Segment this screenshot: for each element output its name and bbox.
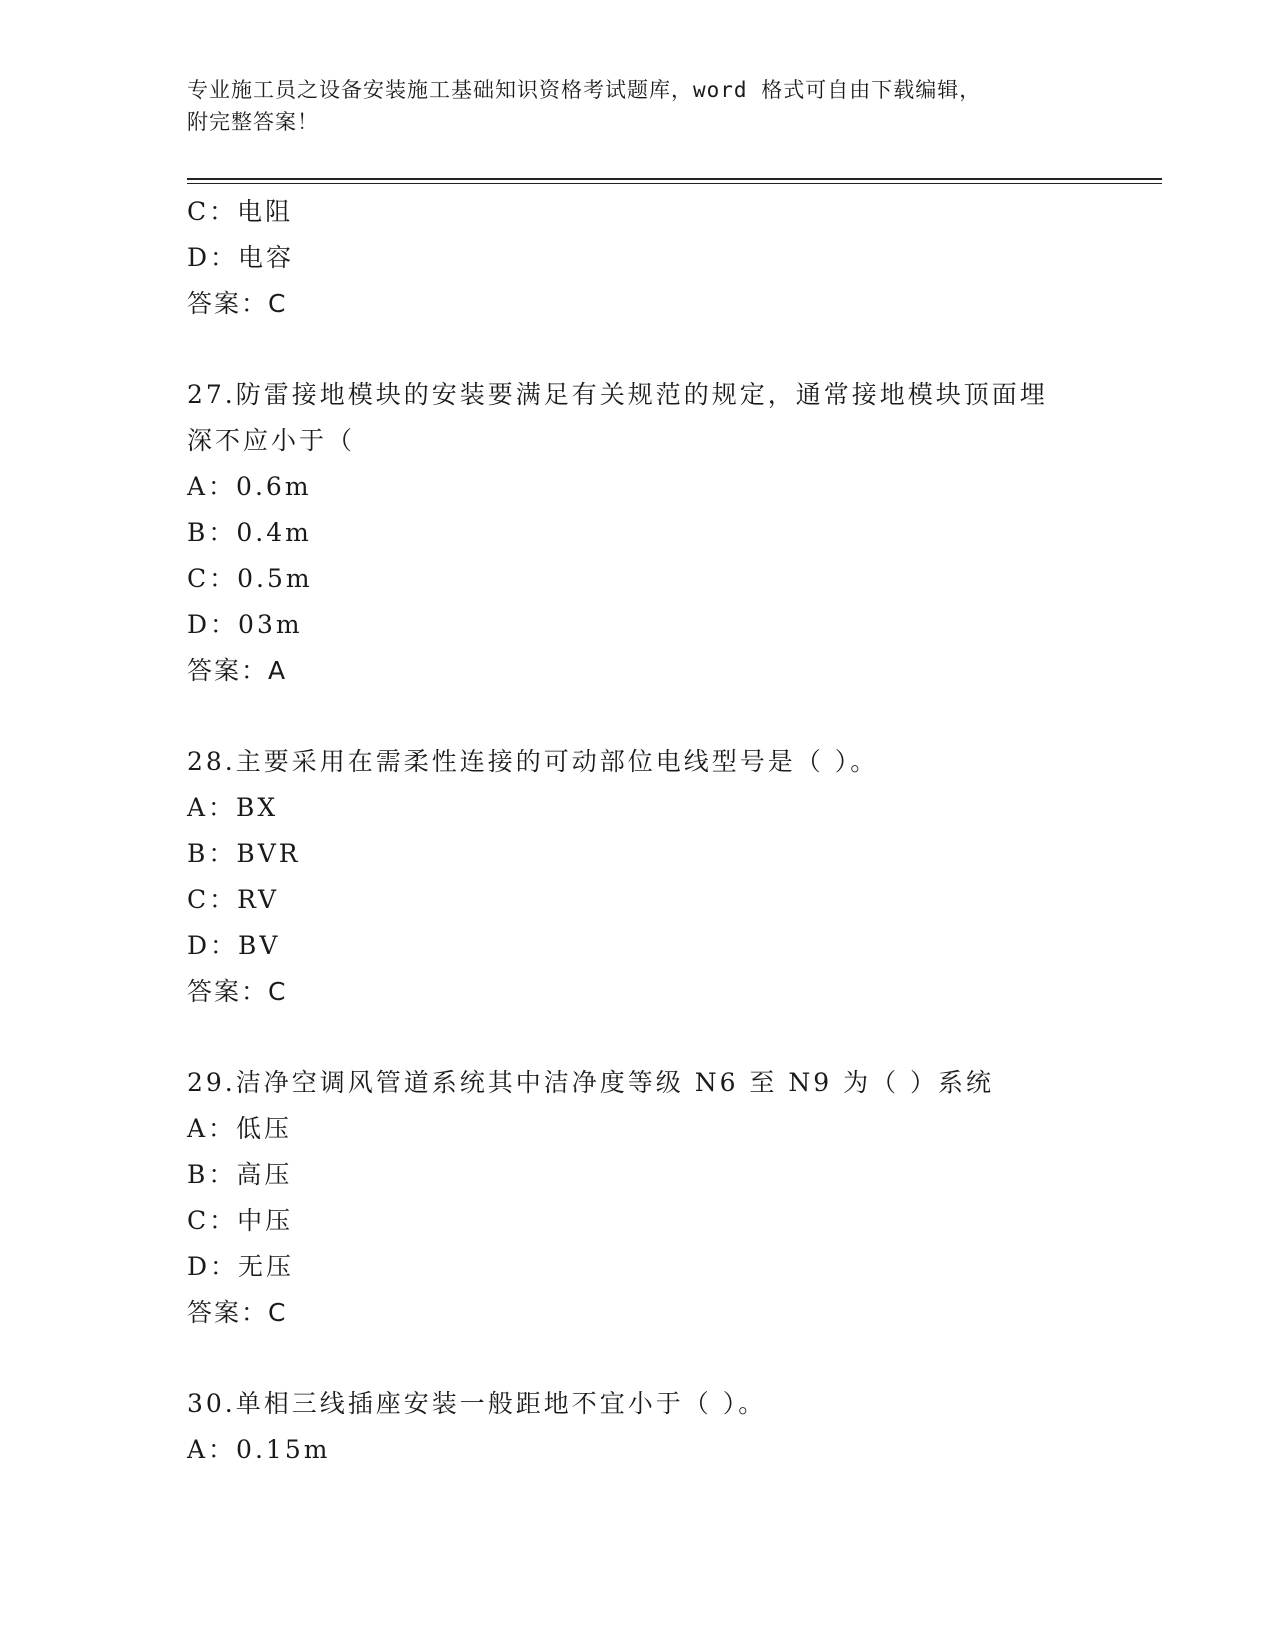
option-d: D：BV — [187, 931, 281, 960]
spacer — [187, 694, 1127, 739]
option-a: A：低压 — [187, 1114, 293, 1143]
answer-line: 答案：C — [187, 977, 288, 1006]
option-c: C：0.5m — [187, 564, 313, 593]
document-header — [187, 74, 1087, 138]
spacer — [187, 1336, 1127, 1381]
option-c: C：电阻 — [187, 197, 294, 226]
option-c: C：中压 — [187, 1206, 294, 1235]
option-c: C：RV — [187, 885, 280, 914]
header-divider-thin — [187, 183, 1162, 184]
option-d: D：03m — [187, 610, 303, 639]
answer-line: 答案：A — [187, 656, 288, 685]
question-27 — [187, 372, 1127, 694]
answer-line: 答案：C — [187, 289, 288, 318]
answer-line: 答案：C — [187, 1298, 288, 1327]
option-b: B：高压 — [187, 1160, 293, 1189]
question-26-continued — [187, 189, 1127, 327]
question-stem-line: 30.单相三线插座安装一般距地不宜小于（ ）。 — [187, 1389, 767, 1418]
question-stem-line: 深不应小于（ — [187, 426, 356, 455]
question-stem-line: 27.防雷接地模块的安装要满足有关规范的规定，通常接地模块顶面埋 — [187, 380, 1048, 409]
header-line-1: 专业施工员之设备安装施工基础知识资格考试题库，word 格式可自由下载编辑， — [187, 78, 982, 102]
question-30 — [187, 1381, 1127, 1473]
spacer — [187, 1015, 1127, 1060]
option-d: D：电容 — [187, 243, 295, 272]
question-stem-line: 28.主要采用在需柔性连接的可动部位电线型号是（ ）。 — [187, 747, 879, 776]
header-divider-thick — [187, 178, 1162, 180]
question-stem-line: 29.洁净空调风管道系统其中洁净度等级 N6 至 N9 为（ ）系统 — [187, 1068, 995, 1097]
option-a: A：BX — [187, 793, 279, 822]
option-d: D：无压 — [187, 1252, 295, 1281]
spacer — [187, 327, 1127, 372]
question-content — [187, 189, 1127, 1473]
option-a: A：0.15m — [187, 1435, 331, 1464]
question-29 — [187, 1060, 1127, 1336]
option-a: A：0.6m — [187, 472, 312, 501]
header-line-2: 附完整答案！ — [187, 110, 319, 134]
option-b: B：BVR — [187, 839, 301, 868]
option-b: B：0.4m — [187, 518, 312, 547]
question-28 — [187, 739, 1127, 1015]
